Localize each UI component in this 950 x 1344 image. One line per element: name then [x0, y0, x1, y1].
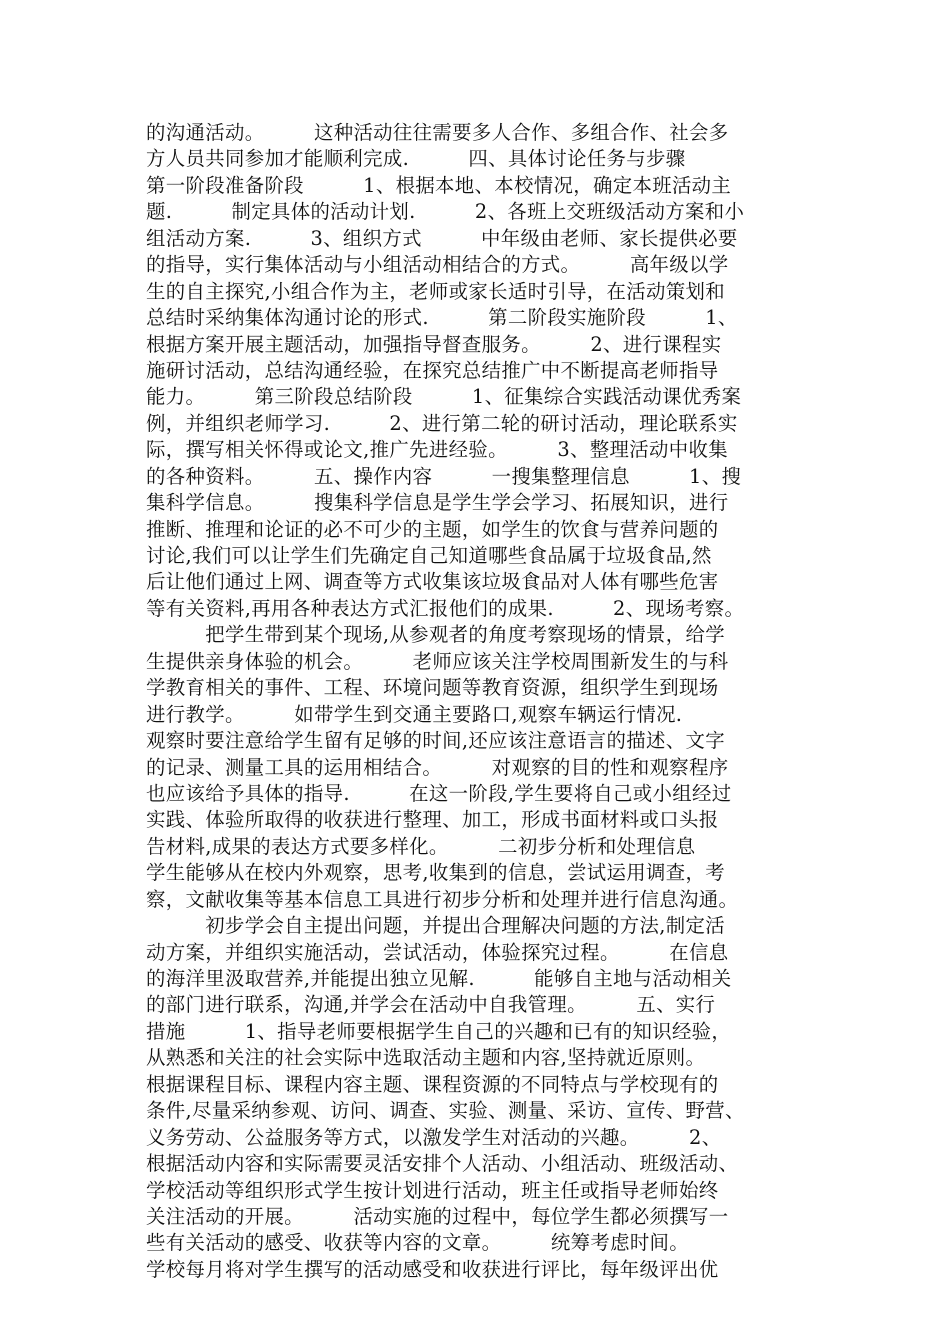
- text-line: 等有关资料,再用各种表达方式汇报他们的成果. 2、现场考察。: [146, 596, 745, 620]
- text-line: 告材料,成果的表达方式要多样化。 二初步分析和处理信息: [146, 834, 696, 858]
- text-line: 施研讨活动，总结沟通经验，在探究总结推广中不断提高老师指导: [146, 358, 719, 382]
- text-line: 的各种资料。 五、操作内容 一搜集整理信息 1、搜: [146, 464, 742, 488]
- text-line: 的部门进行联系，沟通,并学会在活动中自我管理。 五、实行: [146, 993, 716, 1017]
- text-line: 的海洋里汲取营养,并能提出独立见解. 能够自主地与活动相关: [146, 967, 732, 990]
- text-line: 些有关活动的感受、收获等内容的文章。 统筹考虑时间。: [146, 1231, 690, 1255]
- text-line: 的沟通活动。 这种活动往往需要多人合作、多组合作、社会多: [146, 121, 729, 144]
- text-line: 根据方案开展主题活动，加强指导督查服务。 2、进行课程实: [146, 332, 722, 356]
- text-line: 第一阶段准备阶段 1、根据本地、本校情况，确定本班活动主: [146, 173, 732, 197]
- text-line: 把学生带到某个现场,从参观者的角度考察现场的情景，给学: [146, 623, 725, 647]
- body-text: [146, 120, 822, 1283]
- text-line: 进行教学。 如带学生到交通主要路口,观察车辆运行情况.: [146, 702, 683, 726]
- text-line: 集科学信息。 搜集科学信息是学生学会学习、拓展知识，进行: [146, 491, 729, 515]
- text-line: 初步学会自主提出问题，并提出合理解决问题的方法,制定活: [146, 914, 725, 938]
- text-line: 的记录、测量工具的运用相结合。 对观察的目的性和观察程序: [146, 755, 729, 779]
- text-line: 也应该给予具体的指导. 在这一阶段,学生要将自己或小组经过: [146, 781, 732, 805]
- text-line: 后让他们通过上网、调查等方式收集该垃圾食品对人体有哪些危害: [146, 570, 719, 594]
- text-line: 能力。 第三阶段总结阶段 1、征集综合实践活动课优秀案: [146, 385, 742, 409]
- text-line: 义务劳动、公益服务等方式，以激发学生对活动的兴趣。 2、: [146, 1125, 722, 1149]
- text-line: 的指导，实行集体活动与小组活动相结合的方式。 高年级以学: [146, 253, 729, 277]
- text-line: 观察时要注意给学生留有足够的时间,还应该注意语言的描述、文字: [146, 729, 725, 753]
- text-line: 从熟悉和关注的社会实际中选取活动主题和内容,坚持就近原则。: [146, 1046, 706, 1070]
- text-line: 生的自主探究,小组合作为主，老师或家长适时引导，在活动策划和: [146, 279, 725, 303]
- text-line: 措施 1、指导老师要根据学生自己的兴趣和已有的知识经验，: [146, 1019, 732, 1043]
- text-line: 组活动方案. 3、组织方式 中年级由老师、家长提供必要: [146, 226, 738, 250]
- text-line: 际，撰写相关怀得或论文,推广先进经验。 3、整理活动中收集: [146, 438, 728, 462]
- text-line: 生提供亲身体验的机会。 老师应该关注学校周围新发生的与科: [146, 649, 729, 673]
- text-line: 条件,尽量采纳参观、访问、调查、实验、测量、采访、宣传、野营、: [146, 1099, 745, 1123]
- text-line: 实践、体验所取得的收获进行整理、加工，形成书面材料或口头报: [146, 808, 719, 832]
- text-line: 学校每月将对学生撰写的活动感受和收获进行评比，每年级评出优: [146, 1257, 719, 1281]
- text-line: 根据活动内容和实际需要灵活安排个人活动、小组活动、班级活动、: [146, 1152, 739, 1176]
- text-line: 例，并组织老师学习. 2、进行第二轮的研讨活动，理论联系实: [146, 411, 738, 435]
- text-line: 方人员共同参加才能顺利完成. 四、具体讨论任务与步骤: [146, 147, 686, 171]
- text-line: 题. 制定具体的活动计划. 2、各班上交班级活动方案和小: [146, 200, 745, 224]
- text-line: 学校活动等组织形式学生按计划进行活动，班主任或指导老师始终: [146, 1178, 719, 1202]
- text-line: 学教育相关的事件、工程、环境问题等教育资源，组织学生到现场: [146, 676, 719, 700]
- text-line: 总结时采纳集体沟通讨论的形式. 第二阶段实施阶段 1、: [146, 306, 738, 330]
- text-line: 讨论,我们可以让学生们先确定自己知道哪些食品属于垃圾食品,然: [146, 544, 712, 567]
- text-line: 根据课程目标、课程内容主题、课程资源的不同特点与学校现有的: [146, 1072, 719, 1096]
- text-line: 推断、推理和论证的必不可少的主题，如学生的饮食与营养问题的: [146, 517, 719, 541]
- text-line: 察，文献收集等基本信息工具进行初步分析和处理并进行信息沟通。: [146, 887, 739, 911]
- text-line: 学生能够从在校内外观察，思考,收集到的信息，尝试运用调查，考: [146, 861, 725, 885]
- text-line: 动方案，并组织实施活动，尝试活动，体验探究过程。 在信息: [146, 940, 729, 964]
- text-line: 关注活动的开展。 活动实施的过程中，每位学生都必须撰写一: [146, 1204, 729, 1228]
